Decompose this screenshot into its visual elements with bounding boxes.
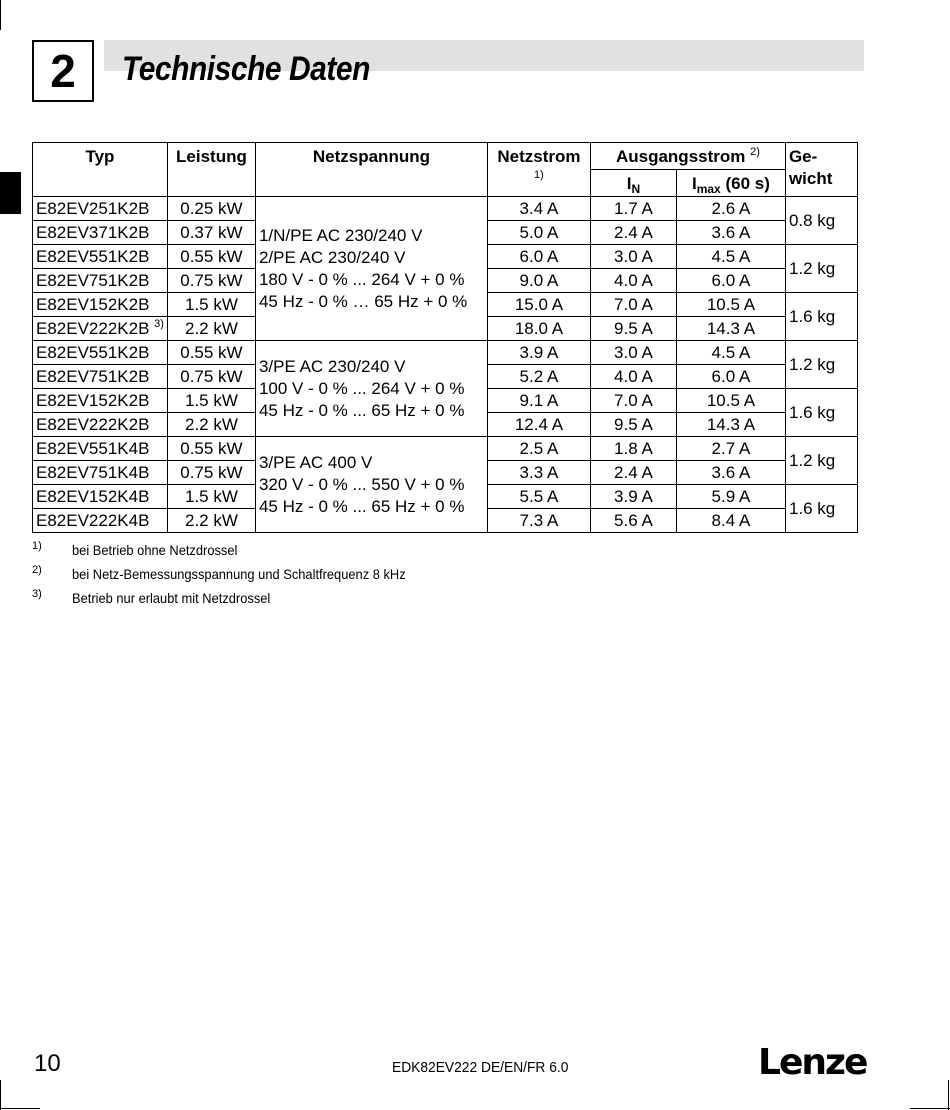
cell-in: 7.0 A — [590, 293, 676, 317]
crop-mark-bottom-right-h — [910, 1108, 950, 1109]
cell-netzstrom: 3.4 A — [487, 197, 590, 221]
cell-typ: E82EV152K2B — [33, 293, 168, 317]
header-leistung: Leistung — [167, 143, 255, 197]
cell-typ: E82EV222K2B — [33, 413, 168, 437]
cell-netzspannung-group-2: 3/PE AC 230/240 V 100 V - 0 % ... 264 V + 0 % 45 Hz - 0 % ... 65 Hz + 0 % — [255, 341, 487, 437]
cell-in: 1.7 A — [590, 197, 676, 221]
cell-typ: E82EV751K4B — [33, 461, 168, 485]
cell-gewicht: 1.6 kg — [785, 293, 857, 341]
cell-imax: 4.5 A — [676, 245, 785, 269]
cell-netzstrom: 9.1 A — [487, 389, 590, 413]
lenze-logo: Lenze — [758, 1042, 867, 1083]
cell-in: 5.6 A — [590, 509, 676, 533]
cell-gewicht: 1.2 kg — [785, 245, 857, 293]
cell-typ: E82EV751K2B — [33, 269, 168, 293]
cell-typ: E82EV222K4B — [33, 509, 168, 533]
cell-leistung: 0.55 kW — [167, 341, 255, 365]
cell-leistung: 1.5 kW — [167, 485, 255, 509]
cell-in: 3.0 A — [590, 341, 676, 365]
cell-leistung: 0.75 kW — [167, 365, 255, 389]
chapter-number: 2 — [32, 40, 94, 102]
cell-imax: 3.6 A — [676, 461, 785, 485]
table-row — [33, 437, 858, 461]
cell-leistung: 1.5 kW — [167, 389, 255, 413]
cell-typ: E82EV152K2B — [33, 389, 168, 413]
cell-netzstrom: 12.4 A — [487, 413, 590, 437]
cell-typ: E82EV152K4B — [33, 485, 168, 509]
cell-gewicht: 1.2 kg — [785, 437, 857, 485]
cell-leistung: 0.25 kW — [167, 197, 255, 221]
cell-leistung: 0.75 kW — [167, 269, 255, 293]
cell-imax: 3.6 A — [676, 221, 785, 245]
footnote-text: bei Betrieb ohne Netzdrossel — [72, 542, 238, 558]
cell-imax: 2.7 A — [676, 437, 785, 461]
cell-imax: 2.6 A — [676, 197, 785, 221]
cell-imax: 5.9 A — [676, 485, 785, 509]
cell-netzstrom: 5.2 A — [487, 365, 590, 389]
footnote-mark: 2) — [32, 564, 42, 576]
header-in: $I_N$ — [590, 170, 676, 197]
cell-leistung: 0.55 kW — [167, 245, 255, 269]
cell-typ: E82EV551K2B — [33, 341, 168, 365]
cell-in: 3.9 A — [590, 485, 676, 509]
cell-netzstrom: 3.9 A — [487, 341, 590, 365]
cell-leistung: 2.2 kW — [167, 413, 255, 437]
cell-typ: E82EV751K2B — [33, 365, 168, 389]
footnote-mark: 3) — [32, 588, 42, 600]
cell-netzstrom: 9.0 A — [487, 269, 590, 293]
cell-netzstrom: 15.0 A — [487, 293, 590, 317]
cell-typ: E82EV251K2B — [33, 197, 168, 221]
header-typ: Typ — [33, 143, 168, 197]
crop-mark-bottom-left — [0, 1080, 1, 1110]
cell-in: 4.0 A — [590, 269, 676, 293]
cell-netzstrom: 5.5 A — [487, 485, 590, 509]
cell-leistung: 2.2 kW — [167, 509, 255, 533]
netzstrom-footnote-mark: 1) — [534, 169, 544, 181]
cell-gewicht: 1.6 kg — [785, 389, 857, 437]
cell-leistung: 1.5 kW — [167, 293, 255, 317]
cell-netzstrom: 6.0 A — [487, 245, 590, 269]
table-row — [33, 341, 858, 365]
footnote-text: Betrieb nur erlaubt mit Netzdrossel — [72, 590, 271, 606]
cell-imax: 14.3 A — [676, 413, 785, 437]
crop-mark-top-left — [0, 0, 1, 30]
cell-in: 1.8 A — [590, 437, 676, 461]
cell-typ: E82EV551K2B — [33, 245, 168, 269]
cell-typ: E82EV371K2B — [33, 221, 168, 245]
table-row — [33, 197, 858, 221]
cell-netzstrom: 3.3 A — [487, 461, 590, 485]
cell-in: 3.0 A — [590, 245, 676, 269]
cell-leistung: 2.2 kW — [167, 317, 255, 341]
footnote-text: bei Netz-Bemessungsspannung und Schaltfrequenz 8 kHz — [72, 566, 406, 582]
header-ausgangsstrom: Ausgangsstrom $^{2)}$ — [590, 143, 785, 170]
page-title: Technische Daten — [122, 50, 370, 88]
cell-imax: 10.5 A — [676, 293, 785, 317]
header-netzspannung: Netzspannung — [255, 143, 487, 197]
cell-in: 2.4 A — [590, 221, 676, 245]
cell-netzstrom: 7.3 A — [487, 509, 590, 533]
cell-in: 9.5 A — [590, 413, 676, 437]
cell-netzspannung-group-3: 3/PE AC 400 V 320 V - 0 % ... 550 V + 0 % 45 Hz - 0 % ... 65 Hz + 0 % — [255, 437, 487, 533]
cell-netzstrom: 5.0 A — [487, 221, 590, 245]
cell-typ: E82EV551K4B — [33, 437, 168, 461]
cell-netzspannung-group-1: 1/N/PE AC 230/240 V 2/PE AC 230/240 V 180 V - 0 % ... 264 V + 0 % 45 Hz - 0 % … 65 Hz + 0 % — [255, 197, 487, 341]
cell-imax: 8.4 A — [676, 509, 785, 533]
cell-in: 7.0 A — [590, 389, 676, 413]
cell-imax: 6.0 A — [676, 365, 785, 389]
cell-gewicht: 0.8 kg — [785, 197, 857, 245]
header-gewicht: Ge- wicht — [785, 143, 857, 197]
technical-data-table — [32, 142, 858, 533]
footnote-mark: 1) — [32, 540, 42, 552]
cell-gewicht: 1.2 kg — [785, 341, 857, 389]
cell-typ: E82EV222K2B $^{3)}$ — [33, 317, 168, 341]
cell-gewicht: 1.6 kg — [785, 485, 857, 533]
header-netzstrom: Netzstrom 1) — [487, 143, 590, 197]
cell-imax: 10.5 A — [676, 389, 785, 413]
document-id: EDK82EV222 DE/EN/FR 6.0 — [392, 1059, 569, 1076]
cell-netzstrom: 2.5 A — [487, 437, 590, 461]
cell-imax: 4.5 A — [676, 341, 785, 365]
cell-in: 2.4 A — [590, 461, 676, 485]
page-number: 10 — [34, 1050, 61, 1077]
cell-netzstrom: 18.0 A — [487, 317, 590, 341]
ausgangsstrom-footnote-mark: 2) — [750, 146, 760, 158]
cell-in: 4.0 A — [590, 365, 676, 389]
crop-mark-bottom-left-h — [0, 1108, 40, 1109]
header-imax: $I_{max}$ (60 s) — [676, 170, 785, 197]
cell-leistung: 0.37 kW — [167, 221, 255, 245]
cell-imax: 14.3 A — [676, 317, 785, 341]
crop-mark-bottom-right — [948, 1080, 949, 1110]
cell-leistung: 0.75 kW — [167, 461, 255, 485]
chapter-side-tab — [0, 172, 21, 214]
cell-imax: 6.0 A — [676, 269, 785, 293]
cell-leistung: 0.55 kW — [167, 437, 255, 461]
typ-footnote-mark: 3) — [154, 317, 164, 330]
cell-in: 9.5 A — [590, 317, 676, 341]
